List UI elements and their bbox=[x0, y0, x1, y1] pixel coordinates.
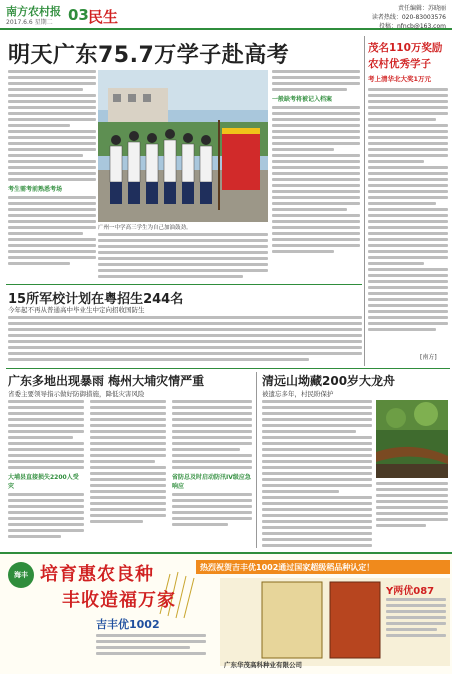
ad-company: 广东华茂高科种业有限公司 bbox=[224, 661, 302, 669]
ad-slogan-2: 丰收造福万家 bbox=[62, 590, 176, 611]
ad-body-left bbox=[96, 634, 206, 664]
military-subtitle: 今年起不再从普通高中毕业生中定向招收国防生 bbox=[8, 306, 145, 314]
side-headline-2: 农村优秀学子 bbox=[368, 58, 431, 70]
brand-badge: 海丰 bbox=[8, 562, 34, 588]
lead-body-right bbox=[272, 70, 360, 278]
lead-photo bbox=[98, 70, 268, 222]
page-number: 03 bbox=[68, 6, 89, 24]
ad-banner: 热烈祝贺吉丰优1002通过国家超级稻品种认定！ bbox=[200, 563, 375, 572]
lead-body-bottom bbox=[98, 233, 268, 281]
dragon-boat-photo-illustration bbox=[376, 400, 448, 478]
column-divider bbox=[364, 36, 365, 366]
ad-slogan-1: 培育惠农良种 bbox=[40, 564, 154, 585]
dragon-boat-body-right bbox=[376, 482, 448, 548]
newspaper-logo: 南方农村报 bbox=[6, 5, 61, 18]
masthead-contact bbox=[372, 4, 446, 31]
storm-headline: 广东多地出现暴雨 梅州大埔灾情严重 bbox=[8, 374, 205, 388]
side-author: [南方] bbox=[420, 354, 437, 361]
dragon-boat-body bbox=[262, 400, 372, 548]
dragon-boat-subtitle: 被遗忘多年，村民盼保护 bbox=[262, 390, 334, 398]
seed-advertisement bbox=[0, 552, 452, 674]
storm-subtitle: 省委主要领导指示做好防御措施，降低灾害风险 bbox=[8, 390, 145, 398]
section-title: 民生 bbox=[88, 8, 119, 26]
editor-credit: 责任编辑：苏晓丽 bbox=[397, 5, 446, 12]
lead-body-left bbox=[8, 70, 96, 278]
reader-hotline: 读者热线：020-83003576 bbox=[371, 14, 446, 21]
product-name-1: 吉丰优1002 bbox=[96, 618, 160, 631]
side-body bbox=[368, 88, 448, 348]
lead-subhead-2: 一般缺考将被记入档案 bbox=[272, 96, 333, 103]
issue-date: 2017.6.6 星期二 bbox=[6, 19, 53, 26]
side-headline-1: 茂名110万奖励 bbox=[368, 42, 443, 54]
graduation-photo-illustration bbox=[98, 70, 268, 222]
storm-subhead-2: 省防总及时启动防汛IV级应急响应 bbox=[172, 474, 251, 490]
side-subtitle: 考上清华北大奖1万元 bbox=[368, 75, 432, 83]
dragon-boat-photo bbox=[376, 400, 448, 478]
ad-body-right bbox=[386, 598, 446, 652]
lead-subhead-1: 考生需考前熟悉考场 bbox=[8, 186, 63, 193]
military-headline: 15所军校计划在粤招生244名 bbox=[8, 292, 184, 307]
military-body bbox=[8, 316, 362, 362]
lead-photo-caption: 广州一中学高三学生为自己加油鼓劲。 bbox=[98, 225, 192, 231]
masthead bbox=[0, 0, 452, 30]
story-divider bbox=[6, 368, 450, 369]
lead-headline: 明天广东75.7万学子赴高考 bbox=[8, 43, 290, 68]
column-divider bbox=[256, 372, 257, 548]
storm-body bbox=[8, 400, 252, 548]
product-name-2: Y两优087 bbox=[386, 586, 435, 597]
storm-subhead-1: 大埔县直接损失2200人受灾 bbox=[8, 474, 79, 490]
story-divider bbox=[6, 284, 362, 285]
dragon-boat-headline: 清远山坳藏200岁大龙舟 bbox=[262, 374, 396, 388]
submission-email: 投稿：nfncb@163.com bbox=[379, 23, 446, 30]
